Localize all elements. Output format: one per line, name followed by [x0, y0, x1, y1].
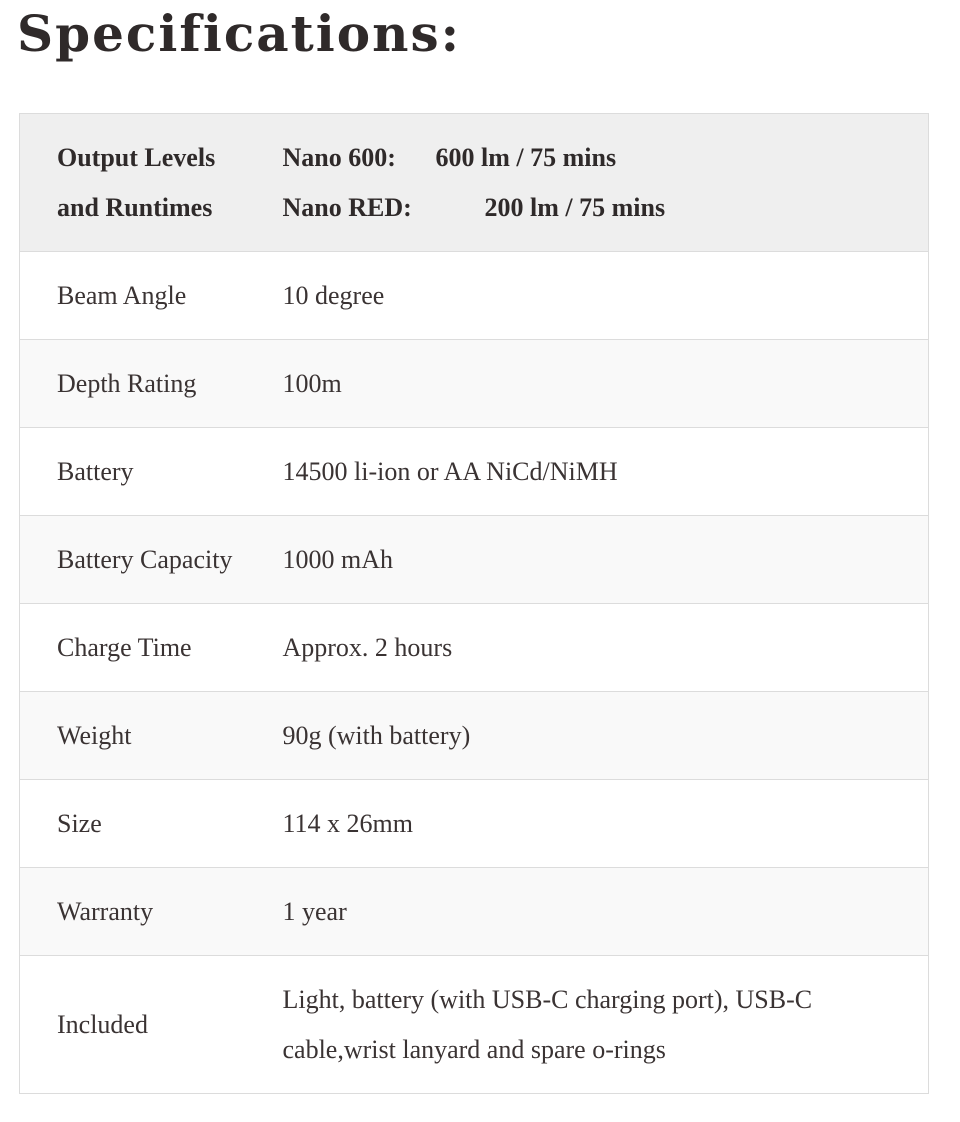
output-level-line — [283, 133, 899, 183]
table-row — [20, 252, 929, 340]
table-row — [20, 780, 929, 868]
spec-label: Depth Rating — [20, 340, 283, 428]
spec-value: 100m — [283, 340, 929, 428]
spec-label: Beam Angle — [20, 252, 283, 340]
table-row-output-levels — [20, 114, 929, 252]
spec-label: Battery Capacity — [20, 516, 283, 604]
spec-label: Charge Time — [20, 604, 283, 692]
spec-label: Size — [20, 780, 283, 868]
spec-value: 1 year — [283, 868, 929, 956]
output-spec: 200 lm / 75 mins — [484, 192, 666, 222]
output-model: Nano RED: — [282, 192, 412, 222]
spec-value: 114 x 26mm — [283, 780, 929, 868]
spec-value: 10 degree — [283, 252, 929, 340]
specifications-table — [19, 113, 929, 1094]
spec-value — [283, 114, 929, 252]
spec-value: 1000 mAh — [283, 516, 929, 604]
spec-value: 90g (with battery) — [283, 692, 929, 780]
page-title: Specifications: — [17, 4, 462, 63]
output-level-line — [283, 183, 899, 233]
spec-value: Approx. 2 hours — [283, 604, 929, 692]
spec-label: Battery — [20, 428, 283, 516]
output-spec: 600 lm / 75 mins — [435, 142, 617, 172]
output-model: Nano 600: — [282, 142, 396, 172]
table-row — [20, 340, 929, 428]
table-row — [20, 868, 929, 956]
spec-label: Weight — [20, 692, 283, 780]
spec-label: Included — [20, 956, 283, 1094]
spec-label: Warranty — [20, 868, 283, 956]
table-row — [20, 604, 929, 692]
spec-label — [20, 114, 283, 252]
table-row — [20, 692, 929, 780]
spec-label-line: and Runtimes — [57, 192, 213, 222]
spec-value: Light, battery (with USB-C charging port), USB-C cable,wrist lanyard and spare o-rings — [283, 956, 929, 1094]
table-row — [20, 956, 929, 1094]
spec-label-line: Output Levels — [57, 142, 216, 172]
table-row — [20, 516, 929, 604]
spec-value: 14500 li-ion or AA NiCd/NiMH — [283, 428, 929, 516]
table-row — [20, 428, 929, 516]
